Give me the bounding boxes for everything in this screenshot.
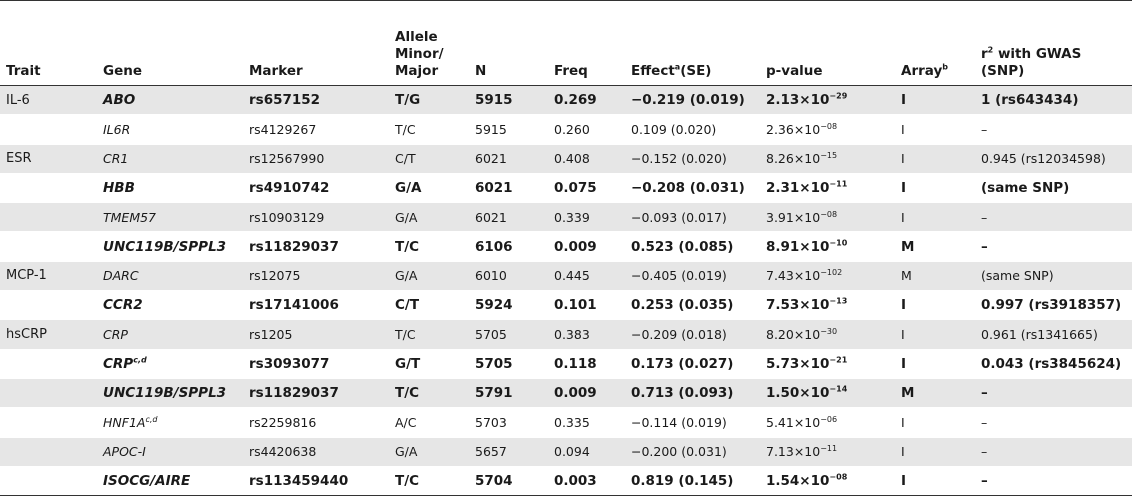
freq-cell: 0.408 xyxy=(548,144,625,173)
r2-cell: – xyxy=(975,408,1132,437)
allele-cell: G/A xyxy=(389,261,469,290)
pvalue-base: 1.50×10 xyxy=(766,385,830,402)
gene-name: DARC xyxy=(103,268,139,284)
freq-cell: 0.339 xyxy=(548,203,625,232)
array-cell: M xyxy=(895,232,975,261)
table-row xyxy=(0,115,1132,144)
gene-cell xyxy=(97,232,243,261)
marker-cell: rs17141006 xyxy=(243,291,389,320)
table-row xyxy=(0,261,1132,290)
gene-cell xyxy=(97,291,243,320)
r2-cell: 0.961 (rs1341665) xyxy=(975,320,1132,349)
trait-cell xyxy=(0,291,97,320)
pvalue-base: 8.20×10 xyxy=(766,327,821,343)
pvalue-cell xyxy=(760,378,895,407)
table-row xyxy=(0,144,1132,173)
gene-name: ABO xyxy=(103,92,136,109)
table-row xyxy=(0,408,1132,437)
array-cell: I xyxy=(895,466,975,495)
pvalue-exponent: −14 xyxy=(829,384,848,394)
pvalue-cell xyxy=(760,261,895,290)
n-cell: 5924 xyxy=(469,291,548,320)
array-cell: I xyxy=(895,86,975,115)
pvalue-base: 2.36×10 xyxy=(766,121,821,137)
effect-cell: 0.713 (0.093) xyxy=(625,378,760,407)
gene-cell xyxy=(97,115,243,144)
marker-cell: rs10903129 xyxy=(243,203,389,232)
gene-name: CCR2 xyxy=(103,297,143,314)
trait-cell xyxy=(0,466,97,495)
allele-cell: G/A xyxy=(389,437,469,466)
freq-cell: 0.269 xyxy=(548,86,625,115)
pvalue-cell xyxy=(760,115,895,144)
r2-cell: 0.945 (rs12034598) xyxy=(975,144,1132,173)
header-array: Array$^b$ xyxy=(895,1,975,86)
freq-cell: 0.118 xyxy=(548,349,625,378)
table-row xyxy=(0,437,1132,466)
freq-cell: 0.260 xyxy=(548,115,625,144)
freq-cell: 0.075 xyxy=(548,173,625,202)
table-row xyxy=(0,291,1132,320)
marker-cell: rs657152 xyxy=(243,86,389,115)
allele-cell: T/C xyxy=(389,378,469,407)
pvalue-cell xyxy=(760,203,895,232)
marker-cell: rs12075 xyxy=(243,261,389,290)
marker-cell: rs11829037 xyxy=(243,232,389,261)
r2-cell: 1 (rs643434) xyxy=(975,86,1132,115)
marker-cell: rs2259816 xyxy=(243,408,389,437)
marker-cell: rs113459440 xyxy=(243,466,389,495)
pvalue-base: 2.13×10 xyxy=(766,92,830,109)
pvalue-base: 7.43×10 xyxy=(766,268,821,284)
gene-cell xyxy=(97,203,243,232)
effect-cell: 0.109 (0.020) xyxy=(625,115,760,144)
allele-cell: T/C xyxy=(389,466,469,495)
table-row xyxy=(0,86,1132,115)
pvalue-exponent: −102 xyxy=(820,268,843,278)
pvalue-exponent: −11 xyxy=(820,444,838,454)
allele-cell: C/T xyxy=(389,291,469,320)
table-row xyxy=(0,320,1132,349)
table-row xyxy=(0,173,1132,202)
marker-cell: rs4420638 xyxy=(243,437,389,466)
array-cell: I xyxy=(895,144,975,173)
gene-cell xyxy=(97,144,243,173)
header-marker: Marker xyxy=(243,1,389,86)
pvalue-exponent: −13 xyxy=(829,296,848,306)
gene-cell xyxy=(97,320,243,349)
effect-cell: −0.209 (0.018) xyxy=(625,320,760,349)
marker-cell: rs1205 xyxy=(243,320,389,349)
array-cell: I xyxy=(895,349,975,378)
pvalue-base: 7.53×10 xyxy=(766,297,830,314)
pvalue-exponent: −10 xyxy=(829,238,848,248)
trait-cell xyxy=(0,173,97,202)
r2-cell: 0.997 (rs3918357) xyxy=(975,291,1132,320)
pvalue-cell xyxy=(760,232,895,261)
freq-cell: 0.101 xyxy=(548,291,625,320)
gene-cell xyxy=(97,173,243,202)
pvalue-exponent: −29 xyxy=(829,91,848,101)
allele-cell: C/T xyxy=(389,144,469,173)
pvalue-exponent: −08 xyxy=(829,472,848,482)
gene-footnote: c,d xyxy=(133,355,147,365)
array-cell: I xyxy=(895,115,975,144)
gene-cell xyxy=(97,466,243,495)
freq-cell: 0.383 xyxy=(548,320,625,349)
gene-name: CRP xyxy=(103,355,134,372)
n-cell: 5791 xyxy=(469,378,548,407)
trait-cell xyxy=(0,203,97,232)
pvalue-base: 8.26×10 xyxy=(766,151,821,167)
effect-cell: −0.405 (0.019) xyxy=(625,261,760,290)
array-cell: M xyxy=(895,261,975,290)
trait-cell xyxy=(0,232,97,261)
effect-cell: 0.819 (0.145) xyxy=(625,466,760,495)
trait-cell: IL-6 xyxy=(0,86,97,115)
effect-cell: −0.208 (0.031) xyxy=(625,173,760,202)
pvalue-cell xyxy=(760,320,895,349)
allele-cell: T/C xyxy=(389,115,469,144)
table-row xyxy=(0,378,1132,407)
array-cell: I xyxy=(895,291,975,320)
pvalue-exponent: −11 xyxy=(829,179,848,189)
array-cell: M xyxy=(895,378,975,407)
pvalue-cell xyxy=(760,144,895,173)
array-cell: I xyxy=(895,437,975,466)
n-cell: 5703 xyxy=(469,408,548,437)
n-cell: 5915 xyxy=(469,115,548,144)
table-row xyxy=(0,466,1132,495)
gene-cell xyxy=(97,349,243,378)
freq-cell: 0.335 xyxy=(548,408,625,437)
allele-cell: T/G xyxy=(389,86,469,115)
r2-cell: (same SNP) xyxy=(975,261,1132,290)
pvalue-base: 8.91×10 xyxy=(766,238,830,255)
gene-cell xyxy=(97,86,243,115)
freq-cell: 0.009 xyxy=(548,378,625,407)
pvalue-exponent: −21 xyxy=(829,355,848,365)
pvalue-exponent: −30 xyxy=(820,326,838,336)
effect-cell: 0.173 (0.027) xyxy=(625,349,760,378)
gene-name: CRP xyxy=(103,327,128,343)
marker-cell: rs4910742 xyxy=(243,173,389,202)
marker-cell: rs3093077 xyxy=(243,349,389,378)
header-r2: $r^2$ with GWAS (SNP) xyxy=(975,1,1132,86)
n-cell: 6021 xyxy=(469,203,548,232)
n-cell: 6021 xyxy=(469,173,548,202)
gene-footnote: c,d xyxy=(145,414,158,424)
trait-cell: MCP-1 xyxy=(0,261,97,290)
array-cell: I xyxy=(895,408,975,437)
allele-cell: G/A xyxy=(389,203,469,232)
n-cell: 5704 xyxy=(469,466,548,495)
marker-cell: rs4129267 xyxy=(243,115,389,144)
r2-cell: 0.043 (rs3845624) xyxy=(975,349,1132,378)
pvalue-base: 7.13×10 xyxy=(766,444,821,460)
r2-cell: – xyxy=(975,115,1132,144)
pvalue-cell xyxy=(760,86,895,115)
pvalue-base: 5.41×10 xyxy=(766,414,821,430)
freq-cell: 0.445 xyxy=(548,261,625,290)
r2-cell: – xyxy=(975,232,1132,261)
pvalue-base: 3.91×10 xyxy=(766,209,821,225)
effect-cell: 0.253 (0.035) xyxy=(625,291,760,320)
freq-cell: 0.009 xyxy=(548,232,625,261)
trait-cell: ESR xyxy=(0,144,97,173)
table-row xyxy=(0,232,1132,261)
r2-cell: – xyxy=(975,378,1132,407)
array-cell: I xyxy=(895,320,975,349)
pvalue-cell xyxy=(760,349,895,378)
effect-cell: −0.093 (0.017) xyxy=(625,203,760,232)
marker-cell: rs11829037 xyxy=(243,378,389,407)
gene-name: CR1 xyxy=(103,151,129,167)
pvalue-exponent: −08 xyxy=(820,121,838,131)
header-gene: Gene xyxy=(97,1,243,86)
pvalue-cell xyxy=(760,437,895,466)
pvalue-cell xyxy=(760,408,895,437)
n-cell: 6021 xyxy=(469,144,548,173)
pvalue-exponent: −06 xyxy=(820,414,838,424)
gene-name: IL6R xyxy=(103,121,131,137)
gene-name: APOC-I xyxy=(103,444,146,460)
header-n: N xyxy=(469,1,548,86)
gene-name: HBB xyxy=(103,180,135,197)
allele-cell: A/C xyxy=(389,408,469,437)
n-cell: 5915 xyxy=(469,86,548,115)
pvalue-base: 1.54×10 xyxy=(766,473,830,489)
effect-cell: −0.219 (0.019) xyxy=(625,86,760,115)
gene-name: ISOCG/AIRE xyxy=(103,473,191,489)
trait-cell xyxy=(0,349,97,378)
allele-cell: T/C xyxy=(389,232,469,261)
pvalue-base: 5.73×10 xyxy=(766,355,830,372)
pvalue-base: 2.31×10 xyxy=(766,180,830,197)
n-cell: 6106 xyxy=(469,232,548,261)
gene-name: UNC119B/SPPL3 xyxy=(103,385,227,402)
allele-cell: G/T xyxy=(389,349,469,378)
gene-cell xyxy=(97,408,243,437)
header-row xyxy=(0,1,1132,86)
header-pvalue: p-value xyxy=(760,1,895,86)
header-freq: Freq xyxy=(548,1,625,86)
array-cell: I xyxy=(895,203,975,232)
gene-cell xyxy=(97,378,243,407)
gene-cell xyxy=(97,437,243,466)
n-cell: 5657 xyxy=(469,437,548,466)
table-body xyxy=(0,86,1132,496)
n-cell: 6010 xyxy=(469,261,548,290)
trait-cell xyxy=(0,437,97,466)
trait-cell xyxy=(0,408,97,437)
gene-name: TMEM57 xyxy=(103,209,157,225)
effect-cell: −0.200 (0.031) xyxy=(625,437,760,466)
marker-cell: rs12567990 xyxy=(243,144,389,173)
trait-cell: hsCRP xyxy=(0,320,97,349)
gene-name: UNC119B/SPPL3 xyxy=(103,238,227,255)
r2-cell: – xyxy=(975,437,1132,466)
pvalue-exponent: −15 xyxy=(820,151,838,161)
trait-cell xyxy=(0,378,97,407)
table-row xyxy=(0,203,1132,232)
pvalue-cell xyxy=(760,466,895,495)
header-effect: Effect$^a$(SE) xyxy=(625,1,760,86)
allele-cell: G/A xyxy=(389,173,469,202)
pvalue-exponent: −08 xyxy=(820,209,838,219)
effect-cell: −0.114 (0.019) xyxy=(625,408,760,437)
freq-cell: 0.094 xyxy=(548,437,625,466)
r2-cell: – xyxy=(975,466,1132,495)
pvalue-cell xyxy=(760,173,895,202)
effect-cell: −0.152 (0.020) xyxy=(625,144,760,173)
effect-cell: 0.523 (0.085) xyxy=(625,232,760,261)
header-allele: Allele Minor/ Major xyxy=(389,1,469,86)
r2-cell: (same SNP) xyxy=(975,173,1132,202)
gene-name: HNF1A xyxy=(103,414,146,430)
n-cell: 5705 xyxy=(469,349,548,378)
table-row xyxy=(0,349,1132,378)
allele-cell: T/C xyxy=(389,320,469,349)
array-cell: I xyxy=(895,173,975,202)
r2-cell: – xyxy=(975,203,1132,232)
header-trait: Trait xyxy=(0,1,97,86)
n-cell: 5705 xyxy=(469,320,548,349)
trait-cell xyxy=(0,115,97,144)
gene-cell xyxy=(97,261,243,290)
pvalue-cell xyxy=(760,291,895,320)
freq-cell: 0.003 xyxy=(548,466,625,495)
